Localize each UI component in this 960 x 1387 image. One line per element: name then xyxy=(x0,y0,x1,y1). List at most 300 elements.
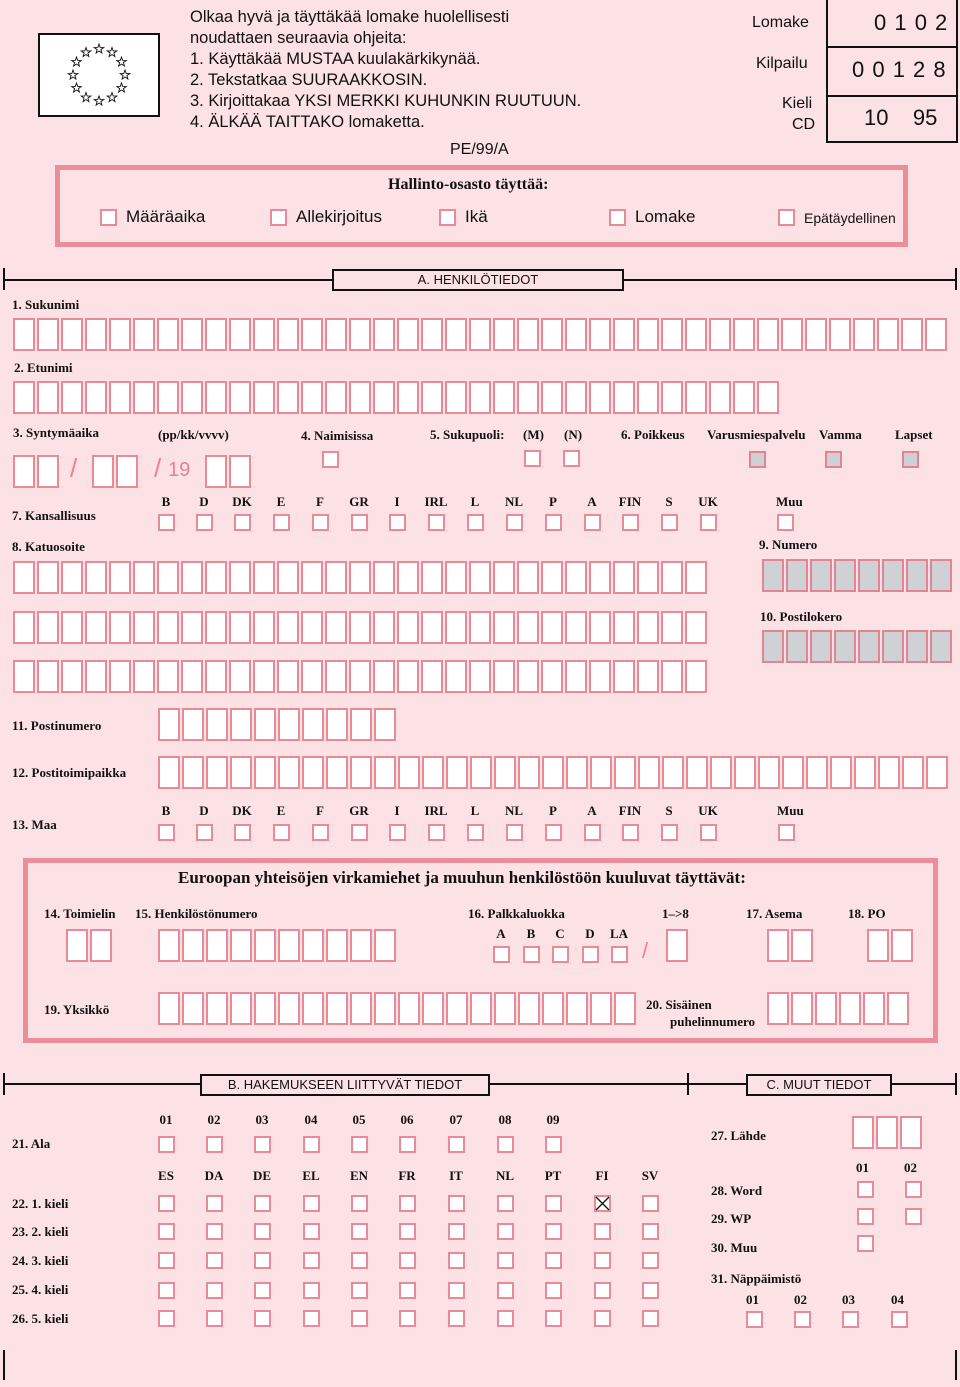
char-cell[interactable] xyxy=(791,929,813,962)
char-cell[interactable] xyxy=(90,929,112,962)
char-cell[interactable] xyxy=(815,992,837,1025)
char-cell[interactable] xyxy=(930,630,952,663)
language-3-fi-checkbox[interactable] xyxy=(594,1252,611,1269)
char-cell[interactable] xyxy=(326,992,348,1025)
char-cell[interactable] xyxy=(253,318,275,351)
char-cell[interactable] xyxy=(638,756,660,789)
char-cell[interactable] xyxy=(637,381,659,414)
char-cell[interactable] xyxy=(589,561,611,594)
language-1-fi-checkbox[interactable] xyxy=(594,1195,611,1212)
char-cell[interactable] xyxy=(109,660,131,693)
nationality-b-checkbox[interactable] xyxy=(158,514,175,531)
char-cell[interactable] xyxy=(277,660,299,693)
char-cell[interactable] xyxy=(469,561,491,594)
char-cell[interactable] xyxy=(373,381,395,414)
char-cell[interactable] xyxy=(157,381,179,414)
char-cell[interactable] xyxy=(589,318,611,351)
char-cell[interactable] xyxy=(613,611,635,644)
pobox-input[interactable] xyxy=(762,630,954,663)
char-cell[interactable] xyxy=(493,381,515,414)
char-cell[interactable] xyxy=(301,660,323,693)
char-cell[interactable] xyxy=(182,708,204,741)
char-cell[interactable] xyxy=(278,708,300,741)
language-1-de-checkbox[interactable] xyxy=(254,1195,271,1212)
char-cell[interactable] xyxy=(867,929,889,962)
char-cell[interactable] xyxy=(661,381,683,414)
language-2-en-checkbox[interactable] xyxy=(351,1223,368,1240)
char-cell[interactable] xyxy=(839,992,861,1025)
language-5-sv-checkbox[interactable] xyxy=(642,1310,659,1327)
char-cell[interactable] xyxy=(349,611,371,644)
char-cell[interactable] xyxy=(853,318,875,351)
char-cell[interactable] xyxy=(205,561,227,594)
char-cell[interactable] xyxy=(791,992,813,1025)
field-02-checkbox[interactable] xyxy=(206,1136,223,1153)
char-cell[interactable] xyxy=(900,1116,922,1149)
field-08-checkbox[interactable] xyxy=(497,1136,514,1153)
char-cell[interactable] xyxy=(206,708,228,741)
char-cell[interactable] xyxy=(157,318,179,351)
birth-day-input[interactable] xyxy=(13,455,61,488)
char-cell[interactable] xyxy=(517,381,539,414)
char-cell[interactable] xyxy=(710,756,732,789)
char-cell[interactable] xyxy=(92,455,114,488)
country-p-checkbox[interactable] xyxy=(545,824,562,841)
char-cell[interactable] xyxy=(325,318,347,351)
char-cell[interactable] xyxy=(325,381,347,414)
field-09-checkbox[interactable] xyxy=(545,1136,562,1153)
char-cell[interactable] xyxy=(926,756,948,789)
char-cell[interactable] xyxy=(685,660,707,693)
char-cell[interactable] xyxy=(61,611,83,644)
kb-04-checkbox[interactable] xyxy=(891,1311,908,1328)
char-cell[interactable] xyxy=(13,660,35,693)
char-cell[interactable] xyxy=(469,611,491,644)
grade-c-checkbox[interactable] xyxy=(552,946,569,963)
grade-la-checkbox[interactable] xyxy=(611,946,628,963)
language-1-en-checkbox[interactable] xyxy=(351,1195,368,1212)
step-input[interactable] xyxy=(666,929,690,962)
language-1-el-checkbox[interactable] xyxy=(303,1195,320,1212)
char-cell[interactable] xyxy=(614,992,636,1025)
char-cell[interactable] xyxy=(810,559,832,592)
char-cell[interactable] xyxy=(446,756,468,789)
language-3-en-checkbox[interactable] xyxy=(351,1252,368,1269)
country-irl-checkbox[interactable] xyxy=(428,824,445,841)
position-input[interactable] xyxy=(767,929,815,962)
language-4-fr-checkbox[interactable] xyxy=(399,1282,416,1299)
char-cell[interactable] xyxy=(517,318,539,351)
char-cell[interactable] xyxy=(157,611,179,644)
field-06-checkbox[interactable] xyxy=(399,1136,416,1153)
char-cell[interactable] xyxy=(661,611,683,644)
char-cell[interactable] xyxy=(421,561,443,594)
language-4-es-checkbox[interactable] xyxy=(158,1282,175,1299)
country-l-checkbox[interactable] xyxy=(467,824,484,841)
char-cell[interactable] xyxy=(349,561,371,594)
char-cell[interactable] xyxy=(767,992,789,1025)
language-1-sv-checkbox[interactable] xyxy=(642,1195,659,1212)
char-cell[interactable] xyxy=(182,756,204,789)
language-4-fi-checkbox[interactable] xyxy=(594,1282,611,1299)
char-cell[interactable] xyxy=(157,561,179,594)
unit-input[interactable] xyxy=(158,992,638,1025)
grade-b-checkbox[interactable] xyxy=(523,946,540,963)
char-cell[interactable] xyxy=(733,381,755,414)
char-cell[interactable] xyxy=(278,992,300,1025)
char-cell[interactable] xyxy=(566,992,588,1025)
char-cell[interactable] xyxy=(590,756,612,789)
char-cell[interactable] xyxy=(906,559,928,592)
char-cell[interactable] xyxy=(61,561,83,594)
wp-01-checkbox[interactable] xyxy=(857,1208,874,1225)
char-cell[interactable] xyxy=(374,929,396,962)
language-4-nl-checkbox[interactable] xyxy=(497,1282,514,1299)
country-nl-checkbox[interactable] xyxy=(506,824,523,841)
char-cell[interactable] xyxy=(685,561,707,594)
char-cell[interactable] xyxy=(253,660,275,693)
char-cell[interactable] xyxy=(762,630,784,663)
char-cell[interactable] xyxy=(277,318,299,351)
char-cell[interactable] xyxy=(85,660,107,693)
language-2-fr-checkbox[interactable] xyxy=(399,1223,416,1240)
char-cell[interactable] xyxy=(902,756,924,789)
char-cell[interactable] xyxy=(662,756,684,789)
char-cell[interactable] xyxy=(133,660,155,693)
char-cell[interactable] xyxy=(205,318,227,351)
char-cell[interactable] xyxy=(205,611,227,644)
char-cell[interactable] xyxy=(834,559,856,592)
char-cell[interactable] xyxy=(350,929,372,962)
char-cell[interactable] xyxy=(469,318,491,351)
wp-02-checkbox[interactable] xyxy=(905,1208,922,1225)
char-cell[interactable] xyxy=(253,611,275,644)
char-cell[interactable] xyxy=(541,561,563,594)
char-cell[interactable] xyxy=(326,708,348,741)
char-cell[interactable] xyxy=(37,318,59,351)
char-cell[interactable] xyxy=(37,660,59,693)
language-4-sv-checkbox[interactable] xyxy=(642,1282,659,1299)
char-cell[interactable] xyxy=(206,992,228,1025)
language-5-fr-checkbox[interactable] xyxy=(399,1310,416,1327)
char-cell[interactable] xyxy=(733,318,755,351)
language-5-de-checkbox[interactable] xyxy=(254,1310,271,1327)
language-5-fi-checkbox[interactable] xyxy=(594,1310,611,1327)
char-cell[interactable] xyxy=(350,992,372,1025)
char-cell[interactable] xyxy=(782,756,804,789)
language-3-sv-checkbox[interactable] xyxy=(642,1252,659,1269)
nationality-f-checkbox[interactable] xyxy=(312,514,329,531)
char-cell[interactable] xyxy=(302,992,324,1025)
street-input-line-3[interactable] xyxy=(13,660,709,693)
country-uk-checkbox[interactable] xyxy=(700,824,717,841)
char-cell[interactable] xyxy=(85,561,107,594)
char-cell[interactable] xyxy=(133,611,155,644)
institution-input[interactable] xyxy=(66,929,114,962)
char-cell[interactable] xyxy=(421,660,443,693)
char-cell[interactable] xyxy=(493,318,515,351)
char-cell[interactable] xyxy=(613,561,635,594)
char-cell[interactable] xyxy=(181,660,203,693)
char-cell[interactable] xyxy=(470,992,492,1025)
char-cell[interactable] xyxy=(325,611,347,644)
nationality-irl-checkbox[interactable] xyxy=(428,514,445,531)
language-3-el-checkbox[interactable] xyxy=(303,1252,320,1269)
nationality-s-checkbox[interactable] xyxy=(661,514,678,531)
char-cell[interactable] xyxy=(445,381,467,414)
char-cell[interactable] xyxy=(398,756,420,789)
form-checkbox[interactable] xyxy=(609,209,626,226)
char-cell[interactable] xyxy=(906,630,928,663)
char-cell[interactable] xyxy=(422,992,444,1025)
char-cell[interactable] xyxy=(397,381,419,414)
char-cell[interactable] xyxy=(158,708,180,741)
char-cell[interactable] xyxy=(518,756,540,789)
char-cell[interactable] xyxy=(661,660,683,693)
char-cell[interactable] xyxy=(806,756,828,789)
char-cell[interactable] xyxy=(661,318,683,351)
char-cell[interactable] xyxy=(158,992,180,1025)
char-cell[interactable] xyxy=(925,318,947,351)
language-5-da-checkbox[interactable] xyxy=(206,1310,223,1327)
language-2-da-checkbox[interactable] xyxy=(206,1223,223,1240)
char-cell[interactable] xyxy=(253,381,275,414)
language-1-da-checkbox[interactable] xyxy=(206,1195,223,1212)
country-d-checkbox[interactable] xyxy=(196,824,213,841)
char-cell[interactable] xyxy=(830,756,852,789)
surname-input[interactable] xyxy=(13,318,949,351)
country-a-checkbox[interactable] xyxy=(584,824,601,841)
char-cell[interactable] xyxy=(277,611,299,644)
char-cell[interactable] xyxy=(757,318,779,351)
number-input[interactable] xyxy=(762,559,954,592)
char-cell[interactable] xyxy=(541,660,563,693)
char-cell[interactable] xyxy=(734,756,756,789)
field-01-checkbox[interactable] xyxy=(158,1136,175,1153)
char-cell[interactable] xyxy=(206,756,228,789)
char-cell[interactable] xyxy=(109,318,131,351)
char-cell[interactable] xyxy=(350,708,372,741)
language-3-da-checkbox[interactable] xyxy=(206,1252,223,1269)
char-cell[interactable] xyxy=(421,611,443,644)
language-5-pt-checkbox[interactable] xyxy=(545,1310,562,1327)
char-cell[interactable] xyxy=(613,660,635,693)
char-cell[interactable] xyxy=(397,660,419,693)
birth-month-input[interactable] xyxy=(92,455,140,488)
country-f-checkbox[interactable] xyxy=(312,824,329,841)
nationality-a-checkbox[interactable] xyxy=(584,514,601,531)
char-cell[interactable] xyxy=(709,318,731,351)
language-4-el-checkbox[interactable] xyxy=(303,1282,320,1299)
char-cell[interactable] xyxy=(13,381,35,414)
country-gr-checkbox[interactable] xyxy=(351,824,368,841)
char-cell[interactable] xyxy=(517,561,539,594)
char-cell[interactable] xyxy=(301,318,323,351)
language-1-es-checkbox[interactable] xyxy=(158,1195,175,1212)
char-cell[interactable] xyxy=(901,318,923,351)
grade-d-checkbox[interactable] xyxy=(582,946,599,963)
char-cell[interactable] xyxy=(278,929,300,962)
nationality-other-checkbox[interactable] xyxy=(777,514,794,531)
char-cell[interactable] xyxy=(637,611,659,644)
char-cell[interactable] xyxy=(325,561,347,594)
char-cell[interactable] xyxy=(469,660,491,693)
char-cell[interactable] xyxy=(230,929,252,962)
char-cell[interactable] xyxy=(181,561,203,594)
char-cell[interactable] xyxy=(685,611,707,644)
char-cell[interactable] xyxy=(758,756,780,789)
char-cell[interactable] xyxy=(374,708,396,741)
char-cell[interactable] xyxy=(37,381,59,414)
char-cell[interactable] xyxy=(541,381,563,414)
language-1-nl-checkbox[interactable] xyxy=(497,1195,514,1212)
country-i-checkbox[interactable] xyxy=(389,824,406,841)
nationality-fin-checkbox[interactable] xyxy=(622,514,639,531)
firstname-input[interactable] xyxy=(13,381,781,414)
char-cell[interactable] xyxy=(858,630,880,663)
language-3-fr-checkbox[interactable] xyxy=(399,1252,416,1269)
char-cell[interactable] xyxy=(589,381,611,414)
char-cell[interactable] xyxy=(637,561,659,594)
language-2-nl-checkbox[interactable] xyxy=(497,1223,514,1240)
char-cell[interactable] xyxy=(666,929,688,962)
char-cell[interactable] xyxy=(470,756,492,789)
char-cell[interactable] xyxy=(786,630,808,663)
char-cell[interactable] xyxy=(397,611,419,644)
signature-checkbox[interactable] xyxy=(270,209,287,226)
military-checkbox[interactable] xyxy=(749,451,766,468)
staff-number-input[interactable] xyxy=(158,929,398,962)
char-cell[interactable] xyxy=(374,992,396,1025)
language-5-it-checkbox[interactable] xyxy=(448,1310,465,1327)
char-cell[interactable] xyxy=(277,561,299,594)
street-input-line-1[interactable] xyxy=(13,561,709,594)
disability-checkbox[interactable] xyxy=(825,451,842,468)
char-cell[interactable] xyxy=(326,756,348,789)
char-cell[interactable] xyxy=(374,756,396,789)
other-01-checkbox[interactable] xyxy=(857,1235,874,1252)
char-cell[interactable] xyxy=(373,660,395,693)
children-checkbox[interactable] xyxy=(902,451,919,468)
language-2-sv-checkbox[interactable] xyxy=(642,1223,659,1240)
nationality-uk-checkbox[interactable] xyxy=(700,514,717,531)
char-cell[interactable] xyxy=(882,559,904,592)
char-cell[interactable] xyxy=(421,381,443,414)
kb-02-checkbox[interactable] xyxy=(794,1311,811,1328)
language-4-da-checkbox[interactable] xyxy=(206,1282,223,1299)
nationality-p-checkbox[interactable] xyxy=(545,514,562,531)
kb-01-checkbox[interactable] xyxy=(746,1311,763,1328)
char-cell[interactable] xyxy=(229,561,251,594)
char-cell[interactable] xyxy=(13,318,35,351)
language-5-en-checkbox[interactable] xyxy=(351,1310,368,1327)
char-cell[interactable] xyxy=(930,559,952,592)
char-cell[interactable] xyxy=(445,611,467,644)
char-cell[interactable] xyxy=(61,381,83,414)
char-cell[interactable] xyxy=(230,708,252,741)
char-cell[interactable] xyxy=(373,561,395,594)
birth-year-input[interactable] xyxy=(205,455,253,488)
char-cell[interactable] xyxy=(230,992,252,1025)
country-dk-checkbox[interactable] xyxy=(234,824,251,841)
char-cell[interactable] xyxy=(446,992,468,1025)
char-cell[interactable] xyxy=(301,561,323,594)
char-cell[interactable] xyxy=(517,660,539,693)
char-cell[interactable] xyxy=(590,992,612,1025)
char-cell[interactable] xyxy=(493,561,515,594)
char-cell[interactable] xyxy=(493,611,515,644)
nationality-i-checkbox[interactable] xyxy=(389,514,406,531)
char-cell[interactable] xyxy=(254,929,276,962)
char-cell[interactable] xyxy=(13,611,35,644)
language-4-en-checkbox[interactable] xyxy=(351,1282,368,1299)
char-cell[interactable] xyxy=(445,318,467,351)
word-01-checkbox[interactable] xyxy=(857,1181,874,1198)
kb-03-checkbox[interactable] xyxy=(842,1311,859,1328)
married-checkbox[interactable] xyxy=(322,451,339,468)
char-cell[interactable] xyxy=(685,318,707,351)
language-3-it-checkbox[interactable] xyxy=(448,1252,465,1269)
char-cell[interactable] xyxy=(133,561,155,594)
char-cell[interactable] xyxy=(373,611,395,644)
sex-n-checkbox[interactable] xyxy=(563,450,580,467)
nationality-e-checkbox[interactable] xyxy=(273,514,290,531)
country-other-checkbox[interactable] xyxy=(778,824,795,841)
char-cell[interactable] xyxy=(637,660,659,693)
char-cell[interactable] xyxy=(541,611,563,644)
char-cell[interactable] xyxy=(854,756,876,789)
grade-a-checkbox[interactable] xyxy=(493,946,510,963)
nationality-nl-checkbox[interactable] xyxy=(506,514,523,531)
char-cell[interactable] xyxy=(445,660,467,693)
char-cell[interactable] xyxy=(876,1116,898,1149)
language-5-nl-checkbox[interactable] xyxy=(497,1310,514,1327)
char-cell[interactable] xyxy=(229,660,251,693)
field-05-checkbox[interactable] xyxy=(351,1136,368,1153)
char-cell[interactable] xyxy=(157,660,179,693)
char-cell[interactable] xyxy=(565,611,587,644)
language-2-pt-checkbox[interactable] xyxy=(545,1223,562,1240)
sex-m-checkbox[interactable] xyxy=(524,450,541,467)
language-2-fi-checkbox[interactable] xyxy=(594,1223,611,1240)
language-5-es-checkbox[interactable] xyxy=(158,1310,175,1327)
char-cell[interactable] xyxy=(278,756,300,789)
language-1-it-checkbox[interactable] xyxy=(448,1195,465,1212)
char-cell[interactable] xyxy=(85,611,107,644)
char-cell[interactable] xyxy=(109,611,131,644)
char-cell[interactable] xyxy=(852,1116,874,1149)
source-input[interactable] xyxy=(852,1116,924,1149)
char-cell[interactable] xyxy=(566,756,588,789)
city-input[interactable] xyxy=(158,756,950,789)
field-04-checkbox[interactable] xyxy=(303,1136,320,1153)
char-cell[interactable] xyxy=(85,318,107,351)
char-cell[interactable] xyxy=(781,318,803,351)
char-cell[interactable] xyxy=(205,660,227,693)
char-cell[interactable] xyxy=(637,318,659,351)
char-cell[interactable] xyxy=(61,318,83,351)
language-4-pt-checkbox[interactable] xyxy=(545,1282,562,1299)
char-cell[interactable] xyxy=(350,756,372,789)
country-fin-checkbox[interactable] xyxy=(622,824,639,841)
char-cell[interactable] xyxy=(494,992,516,1025)
street-input-line-2[interactable] xyxy=(13,611,709,644)
language-3-de-checkbox[interactable] xyxy=(254,1252,271,1269)
char-cell[interactable] xyxy=(66,929,88,962)
language-3-pt-checkbox[interactable] xyxy=(545,1252,562,1269)
char-cell[interactable] xyxy=(37,611,59,644)
char-cell[interactable] xyxy=(887,992,909,1025)
